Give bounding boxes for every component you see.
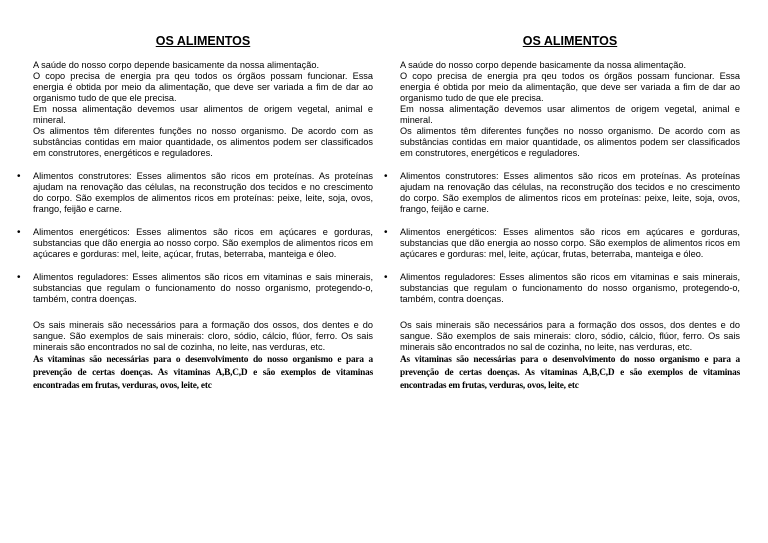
intro-paragraph: Os alimentos têm diferentes funções no nosso organismo. De acordo com as substâncias contidas em maior quantidade, os alimentos podem ser classificados em construtores, energéticos e reguladores.: [400, 126, 740, 158]
vitaminas-paragraph: As vitaminas são necessárias para o desenvolvimento do nosso organismo e para a prevenção de certas doenças. As vitaminas A,B,C,D e são exemplos de vitaminas encontradas em frutas, verduras, ovos, leite, etc: [33, 355, 373, 391]
intro-paragraph: A saúde do nosso corpo depende basicamente da nossa alimentação.: [33, 60, 320, 70]
sais-minerais-paragraph: Os sais minerais são necessários para a formação dos ossos, dos dentes e do sangue. São exemplos de sais minerais: cloro, sódio, cálcio, flúor, ferro. Os sais minerais são encontrados no sal de cozinha, no leite, nas verduras, etc.: [33, 320, 373, 352]
page-title: OS ALIMENTOS: [155, 34, 251, 48]
bullet-text: Alimentos construtores: Esses alimentos são ricos em proteínas. As proteínas ajudam na renovação das células, na reconstrução dos tecidos e no crescimento do corpo. São exemplos de alimentos ricos em proteínas: peixe, leite, soja, ovos, frango, feijão e carne.: [400, 171, 740, 214]
bullet-marker: •: [17, 272, 21, 283]
bullet-marker: •: [384, 272, 388, 283]
bullet-reguladores: [384, 272, 740, 305]
bullet-text: Alimentos construtores: Esses alimentos são ricos em proteínas. As proteínas ajudam na renovação das células, na reconstrução dos tecidos e no crescimento do corpo. São exemplos de alimentos ricos em proteínas: peixe, leite, soja, ovos, frango, feijão e carne.: [33, 171, 373, 214]
bullet-construtores: [384, 171, 740, 215]
bullet-marker: •: [384, 227, 388, 238]
page-title: OS ALIMENTOS: [522, 34, 618, 48]
intro-paragraph: Em nossa alimentação devemos usar alimentos de origem vegetal, animal e mineral.: [33, 104, 373, 125]
bullet-text: Alimentos reguladores: Esses alimentos são ricos em vitaminas e sais minerais, substancias que regulam o funcionamento do nosso organismo, protegendo-o, também, contra doenças.: [33, 272, 373, 304]
bullet-energeticos: [384, 227, 740, 260]
sais-minerais-paragraph: Os sais minerais são necessários para a formação dos ossos, dos dentes e do sangue. São exemplos de sais minerais: cloro, sódio, cálcio, flúor, ferro. Os sais minerais são encontrados no sal de cozinha, no leite, nas verduras, etc.: [400, 320, 740, 352]
intro-section: [33, 60, 373, 159]
intro-paragraph: Os alimentos têm diferentes funções no nosso organismo. De acordo com as substâncias contidas em maior quantidade, os alimentos podem ser classificados em construtores, energéticos e reguladores.: [33, 126, 373, 158]
bullet-marker: •: [17, 171, 21, 182]
intro-paragraph: O copo precisa de energia pra qeu todos os órgãos possam funcionar. Essa energia é obtida por meio da alimentação, que deve ser variada a fim de dar ao organismo tudo de que ele precisa.: [33, 71, 373, 103]
left-column: [17, 34, 373, 393]
vitaminas-paragraph: As vitaminas são necessárias para o desenvolvimento do nosso organismo e para a prevenção de certas doenças. As vitaminas A,B,C,D e são exemplos de vitaminas encontradas em frutas, verduras, ovos, leite, etc: [400, 355, 740, 391]
intro-section: [400, 60, 740, 159]
bullet-reguladores: [17, 272, 373, 305]
right-column: [384, 34, 740, 393]
bullet-energeticos: [17, 227, 373, 260]
bullet-marker: •: [17, 227, 21, 238]
intro-paragraph: A saúde do nosso corpo depende basicamente da nossa alimentação.: [400, 60, 687, 70]
bullet-text: Alimentos energéticos: Esses alimentos são ricos em açúcares e gorduras, substancias que dão energia ao nosso corpo. São exemplos de alimentos ricos em açúcares e gorduras: mel, leite, açúcar, frutas, beterraba, manteiga e óleo.: [400, 227, 740, 259]
bullet-marker: •: [384, 171, 388, 182]
bullet-text: Alimentos reguladores: Esses alimentos são ricos em vitaminas e sais minerais, substancias que regulam o funcionamento do nosso organismo, protegendo-o, também, contra doenças.: [400, 272, 740, 304]
intro-paragraph: Em nossa alimentação devemos usar alimentos de origem vegetal, animal e mineral.: [400, 104, 740, 125]
intro-paragraph: O copo precisa de energia pra qeu todos os órgãos possam funcionar. Essa energia é obtida por meio da alimentação, que deve ser variada a fim de dar ao organismo tudo de que ele precisa.: [400, 71, 740, 103]
bullet-construtores: [17, 171, 373, 215]
bullet-text: Alimentos energéticos: Esses alimentos são ricos em açúcares e gorduras, substancias que dão energia ao nosso corpo. São exemplos de alimentos ricos em açúcares e gorduras: mel, leite, açúcar, frutas, beterraba, manteiga e óleo.: [33, 227, 373, 259]
